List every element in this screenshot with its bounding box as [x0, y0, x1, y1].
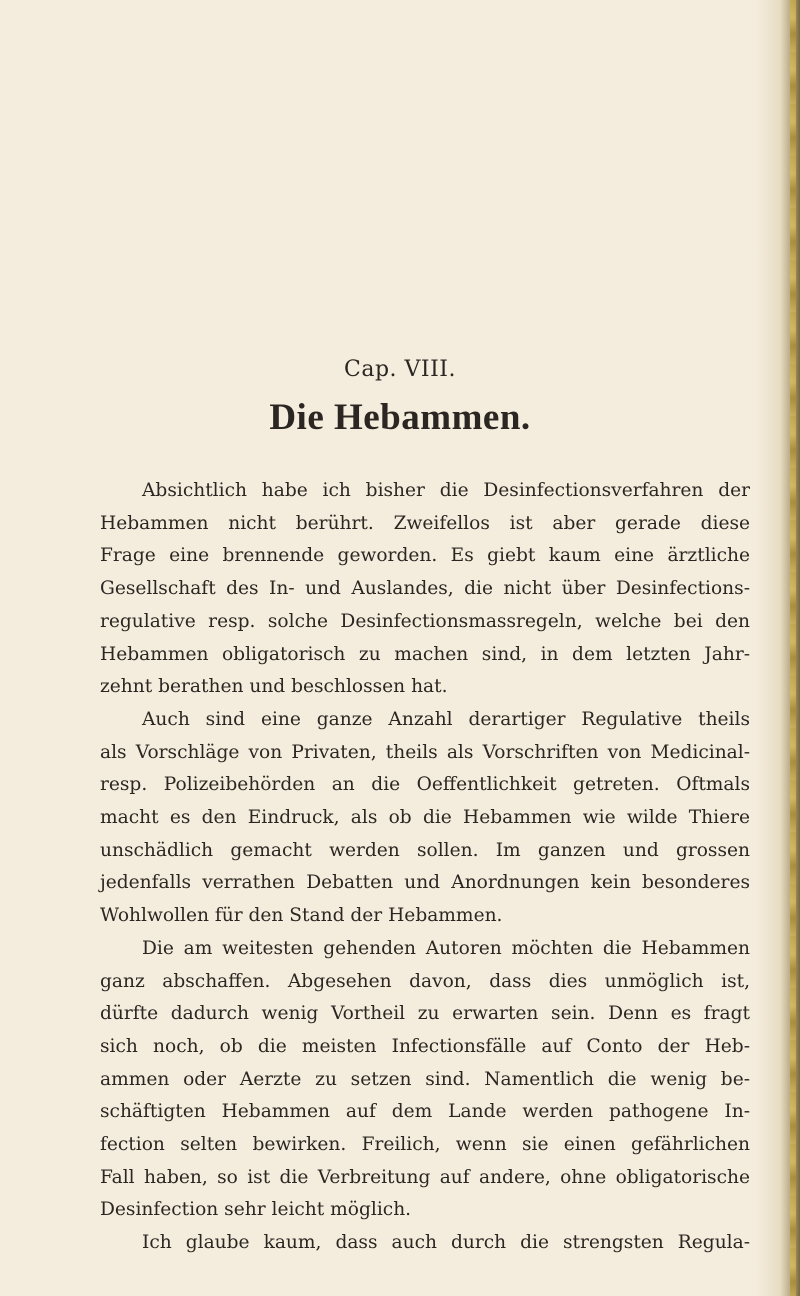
text-line: Gesellschaft des In- und Auslandes, die nicht über Desinfections- — [100, 578, 750, 600]
text-line: ammen oder Aerzte zu setzen sind. Namentlich die wenig be- — [100, 1068, 750, 1090]
text-line: Hebammen obligatorisch zu machen sind, in dem letzten Jahr- — [100, 643, 750, 665]
text-line: Auch sind eine ganze Anzahl derartiger Regulative theils — [142, 708, 750, 730]
text-line: Hebammen nicht berührt. Zweifellos ist aber gerade diese — [100, 512, 750, 534]
chapter-heading: Cap. VIII. — [344, 357, 456, 382]
text-line: ganz abschaffen. Abgesehen davon, dass dies unmöglich ist, — [100, 970, 750, 992]
text-line: regulative resp. solche Desinfectionsmassregeln, welche bei den — [100, 610, 750, 632]
text-line: sich noch, ob die meisten Infectionsfälle auf Conto der Heb- — [100, 1035, 750, 1057]
text-line: Ich glaube kaum, dass auch durch die strengsten Regula- — [142, 1232, 750, 1254]
page-edge-gilding — [790, 0, 796, 1296]
body-text — [100, 475, 750, 1260]
text-line: zehnt berathen und beschlossen hat. — [100, 676, 448, 698]
text-line: macht es den Eindruck, als ob die Hebammen wie wilde Thiere — [100, 807, 750, 829]
text-line: Wohlwollen für den Stand der Hebammen. — [100, 905, 503, 927]
text-line: jedenfalls verrathen Debatten und Anordnungen kein besonderes — [100, 872, 750, 894]
text-line: Desinfection sehr leicht möglich. — [100, 1199, 412, 1221]
text-line: Absichtlich habe ich bisher die Desinfectionsverfahren der — [142, 480, 750, 501]
text-line: dürfte dadurch wenig Vortheil zu erwarten sein. Denn es fragt — [100, 1003, 750, 1025]
text-line: schäftigten Hebammen auf dem Lande werden pathogene In- — [100, 1101, 750, 1123]
text-line: fection selten bewirken. Freilich, wenn sie einen gefährlichen — [100, 1134, 750, 1156]
text-line: Die am weitesten gehenden Autoren möchten die Hebammen — [142, 937, 750, 959]
text-line: als Vorschläge von Privaten, theils als Vorschriften von Medicinal- — [100, 741, 750, 763]
text-line: resp. Polizeibehörden an die Oeffentlichkeit getreten. Oftmals — [100, 774, 750, 796]
chapter-title: Die Hebammen. — [269, 397, 531, 438]
text-line: Frage eine brennende geworden. Es giebt kaum eine ärztliche — [100, 545, 750, 567]
text-line: Fall haben, so ist die Verbreitung auf andere, ohne obligatorische — [100, 1166, 750, 1188]
text-line: unschädlich gemacht werden sollen. Im ganzen und grossen — [100, 839, 750, 861]
